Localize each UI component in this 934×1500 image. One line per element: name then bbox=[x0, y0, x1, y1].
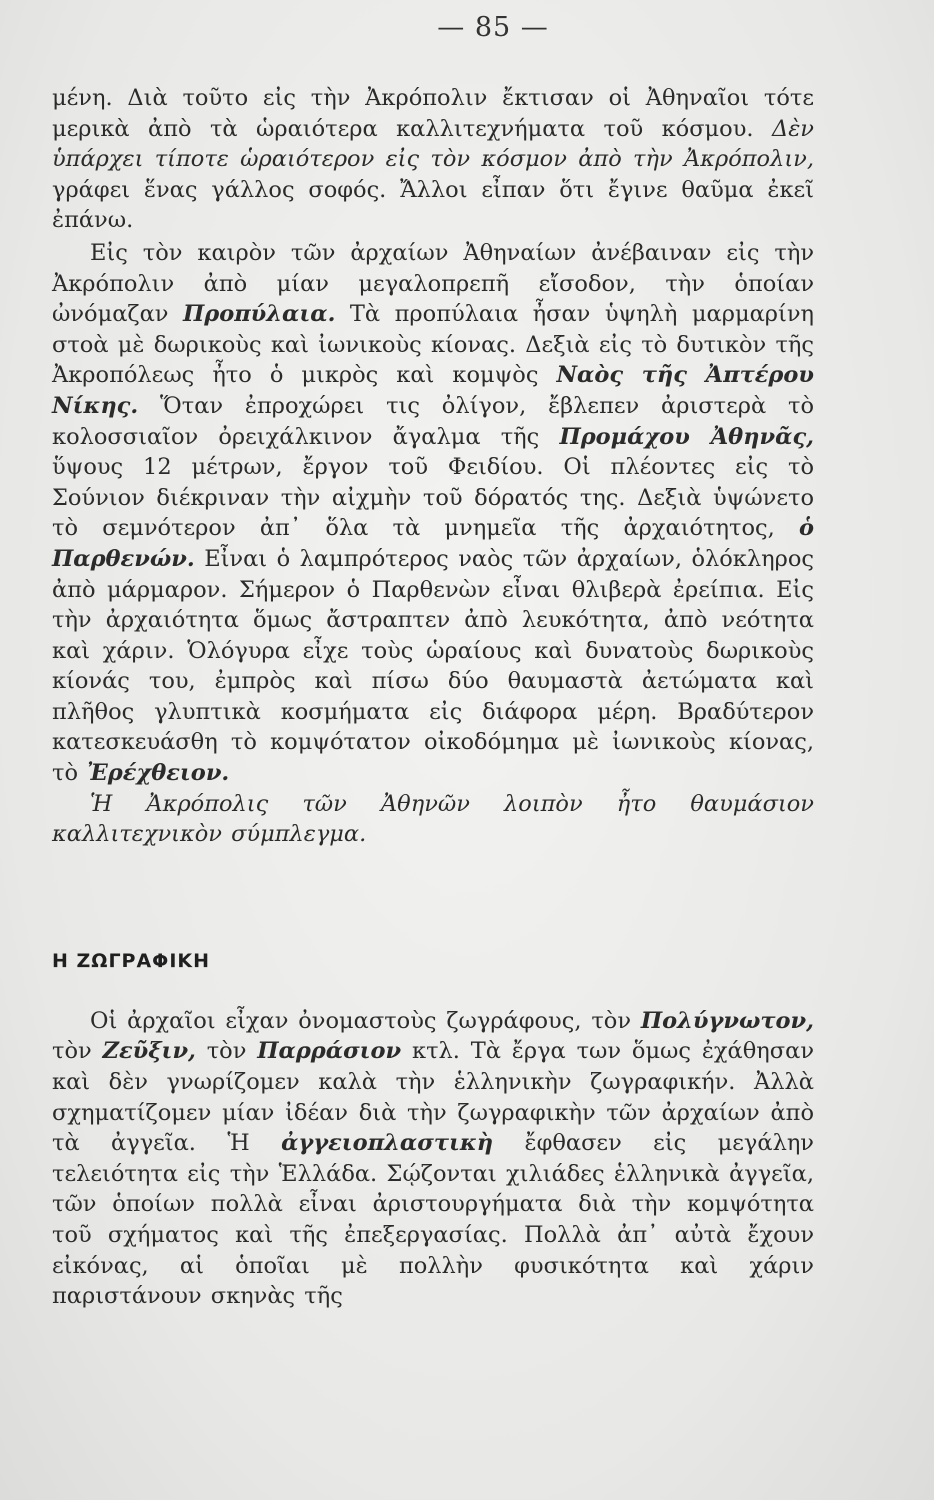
paragraph bbox=[52, 238, 814, 789]
text-run: ἔφθασεν εἰς μεγάλην τελειότητα εἰς τὴν Ἑλλάδα. Σῴζονται χιλιάδες ἑλληνικὰ ἀγγεῖα, τῶν ὁποίων πολλὰ εἶναι ἀριστουργήματα διὰ τὴν κομψότητα τοῦ σχήματος καὶ τῆς ἐπεξεργασίας. Πολλὰ ἀπ᾽ αὐτὰ ἔχουν εἰκόνας, αἱ ὁποῖαι μὲ πολλὴν φυσικότητα καὶ χάριν παριστάνουν σκηνὰς τῆς bbox=[52, 1130, 814, 1310]
main-text bbox=[52, 83, 814, 850]
text-run: Τὰ προπύλαια ἦσαν ὑψηλὴ μαρμαρίνη στοὰ μὲ δωρικοὺς καὶ ἰωνικοὺς κίονας. Δεξιὰ εἰς τὸ δυτικὸν τῆς Ἀκροπόλεως ἦτο ὁ μικρὸς καὶ κομψὸς bbox=[52, 301, 814, 389]
text-run: Εἰς τὸν καιρὸν τῶν ἀρχαίων Ἀθηναίων ἀνέβαιναν εἰς τὴν Ἀκρόπολιν ἀπὸ μίαν μεγαλοπρεπῆ εἴσοδον, τὴν ὁποίαν ὠνόμαζαν bbox=[52, 239, 814, 328]
emphasized-term: Προμάχου Ἀθηνᾶς, bbox=[559, 423, 814, 450]
emphasized-term: ἀγγειοπλαστικὴ bbox=[281, 1130, 494, 1157]
emphasized-term: Προπύλαια. bbox=[182, 301, 336, 328]
paragraph bbox=[52, 789, 814, 850]
emphasized-term: Ἐρέχθειον. bbox=[87, 760, 230, 787]
text-run: τὸν bbox=[52, 1038, 103, 1065]
emphasized-term: ὁ Παρθενών. bbox=[52, 515, 814, 572]
emphasized-term: Παρράσιον bbox=[257, 1038, 402, 1065]
text-run: κτλ. Τὰ ἔργα των ὅμως ἐχάθησαν καὶ δὲν γνωρίζομεν καλὰ τὴν ἑλληνικὴν ζωγραφικήν. Ἀλλὰ σχηματίζομεν μίαν ἰδέαν διὰ τὴν ζωγραφικὴν τῶν ἀρχαίων ἀπὸ τὰ ἀγγεῖα. Ἡ bbox=[52, 1038, 815, 1157]
section-heading: Η ΖΩΓΡΑΦΙΚΗ bbox=[52, 949, 211, 972]
emphasized-term: Ζεῦξιν, bbox=[102, 1038, 196, 1065]
italic-text: Ἡ Ἀκρόπολις τῶν Ἀθηνῶν λοιπὸν ἦτο θαυμάσιον καλλιτεχνικὸν σύμπλεγμα. bbox=[52, 790, 814, 848]
text-run: Οἱ ἀρχαῖοι εἶχαν ὀνομαστοὺς ζωγράφους, τὸν bbox=[90, 1007, 641, 1034]
emphasized-term: Πολύγνωτον, bbox=[640, 1007, 814, 1034]
page-number: — 85 — bbox=[437, 12, 549, 43]
italic-text: Δὲν ὑπάρχει τίποτε ὡραιότερον εἰς τὸν κόσμον ἀπὸ τὴν Ἀκρόπολιν, bbox=[52, 115, 814, 173]
paragraph bbox=[52, 1006, 814, 1312]
emphasized-term: Ναὸς τῆς Ἀπτέρου Νίκης. bbox=[52, 362, 815, 419]
text-run: Εἶναι ὁ λαμπρότερος ναὸς τῶν ἀρχαίων, ὁλόκληρος ἀπὸ μάρμαρον. Σήμερον ὁ Παρθενὼν εἶναι θλιβερὰ ἐρείπια. Εἰς τὴν ἀρχαιότητα ὅμως ἄστραπτεν ἀπὸ λευκότητα, ἀπὸ νεότητα καὶ χάριν. Ὁλόγυρα εἶχε τοὺς ὡραίους καὶ δυνατοὺς δωρικοὺς κίονάς του, ἐμπρὸς καὶ πίσω δύο θαυμαστὰ ἀετώματα καὶ πλῆθος γλυπτικὰ κοσμήματα εἰς διάφορα μέρη. Βραδύτερον κατεσκευάσθη τὸ κομψότατον οἰκοδόμημα μὲ ἰωνικοὺς κίονας, τὸ bbox=[52, 545, 814, 787]
text-run: γράφει ἕνας γάλλος σοφός. Ἄλλοι εἶπαν ὅτι ἔγινε θαῦμα ἐκεῖ ἐπάνω. bbox=[52, 176, 814, 234]
text-run: μένη. Διὰ τοῦτο εἰς τὴν Ἀκρόπολιν ἔκτισαν οἱ Ἀθηναῖοι τότε μερικὰ ἀπὸ τὰ ὡραιότερα καλλιτεχνήματα τοῦ κόσμου. bbox=[52, 85, 814, 142]
section-text bbox=[52, 1006, 814, 1312]
text-run: τὸν bbox=[195, 1038, 258, 1065]
text-run: ὕψους 12 μέτρων, ἔργον τοῦ Φειδίου. Οἱ πλέοντες εἰς τὸ Σούνιον διέκριναν τὴν αἰχμὴν τοῦ δόρατός της. Δεξιὰ ὑψώνετο τὸ σεμνότερον ἀπ᾽ ὅλα τὰ μνημεῖα τῆς ἀρχαιότητος, bbox=[52, 454, 814, 542]
text-run: Ὅταν ἐπροχώρει τις ὀλίγον, ἔβλεπεν ἀριστερὰ τὸ κολοσσιαῖον ὀρειχάλκινον ἄγαλμα τῆς bbox=[52, 392, 814, 450]
paragraph bbox=[52, 83, 814, 236]
